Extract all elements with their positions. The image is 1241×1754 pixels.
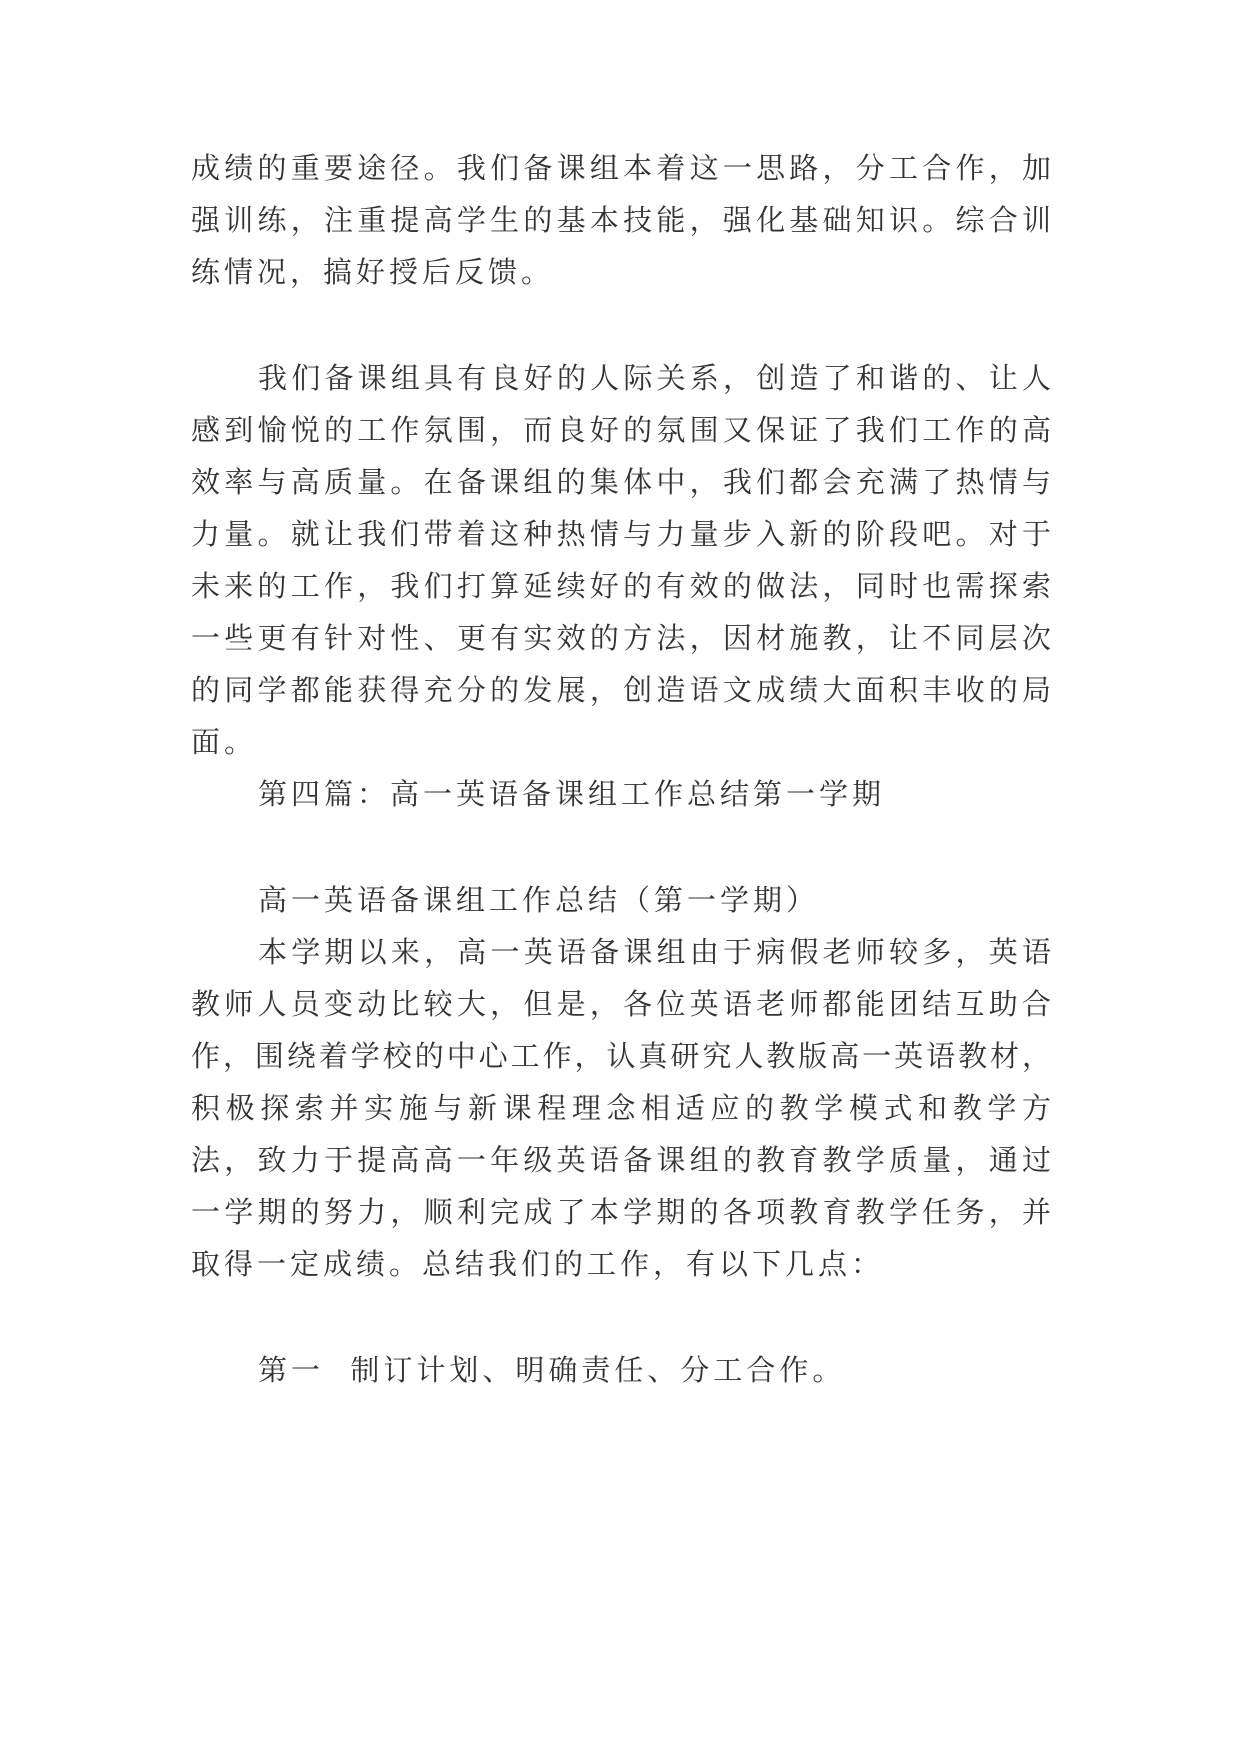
body-text-line: 本学期以来，高一英语备课组由于病假老师较多，英语	[258, 935, 1051, 969]
body-text-line: 作，围绕着学校的中心工作，认真研究人教版高一英语教材，	[191, 1039, 1051, 1073]
body-text-line: 练情况，搞好授后反馈。	[191, 255, 555, 289]
body-text-line: 积极探索并实施与新课程理念相适应的教学模式和教学方	[191, 1091, 1051, 1125]
document-subtitle: 高一英语备课组工作总结（第一学期）	[258, 883, 820, 917]
body-text-line: 取得一定成绩。总结我们的工作，有以下几点：	[191, 1247, 885, 1281]
body-text-line: 面。	[191, 725, 258, 759]
body-text-line: 未来的工作，我们打算延续好的有效的做法，同时也需探索	[191, 569, 1051, 603]
section-heading: 第四篇：高一英语备课组工作总结第一学期	[258, 777, 886, 811]
body-text-line: 我们备课组具有良好的人际关系，创造了和谐的、让人	[258, 361, 1051, 395]
body-text-line: 一学期的努力，顺利完成了本学期的各项教育教学任务，并	[191, 1195, 1051, 1229]
body-text-line: 的同学都能获得充分的发展，创造语文成绩大面积丰收的局	[191, 673, 1051, 707]
body-text-line: 强训练，注重提高学生的基本技能，强化基础知识。综合训	[191, 203, 1051, 237]
body-text-line: 一些更有针对性、更有实效的方法，因材施教，让不同层次	[191, 621, 1051, 655]
body-text-line: 法，致力于提高高一年级英语备课组的教育教学质量，通过	[191, 1143, 1051, 1177]
body-text-line: 教师人员变动比较大，但是，各位英语老师都能团结互助合	[191, 987, 1051, 1021]
body-text-line: 力量。就让我们带着这种热情与力量步入新的阶段吧。对于	[191, 517, 1051, 551]
body-text-line: 成绩的重要途径。我们备课组本着这一思路，分工合作，加	[191, 151, 1051, 185]
body-text-line: 感到愉悦的工作氛围，而良好的氛围又保证了我们工作的高	[191, 413, 1051, 447]
point-heading: 第一 制订计划、明确责任、分工合作。	[258, 1353, 846, 1387]
body-text-line: 效率与高质量。在备课组的集体中，我们都会充满了热情与	[191, 465, 1051, 499]
